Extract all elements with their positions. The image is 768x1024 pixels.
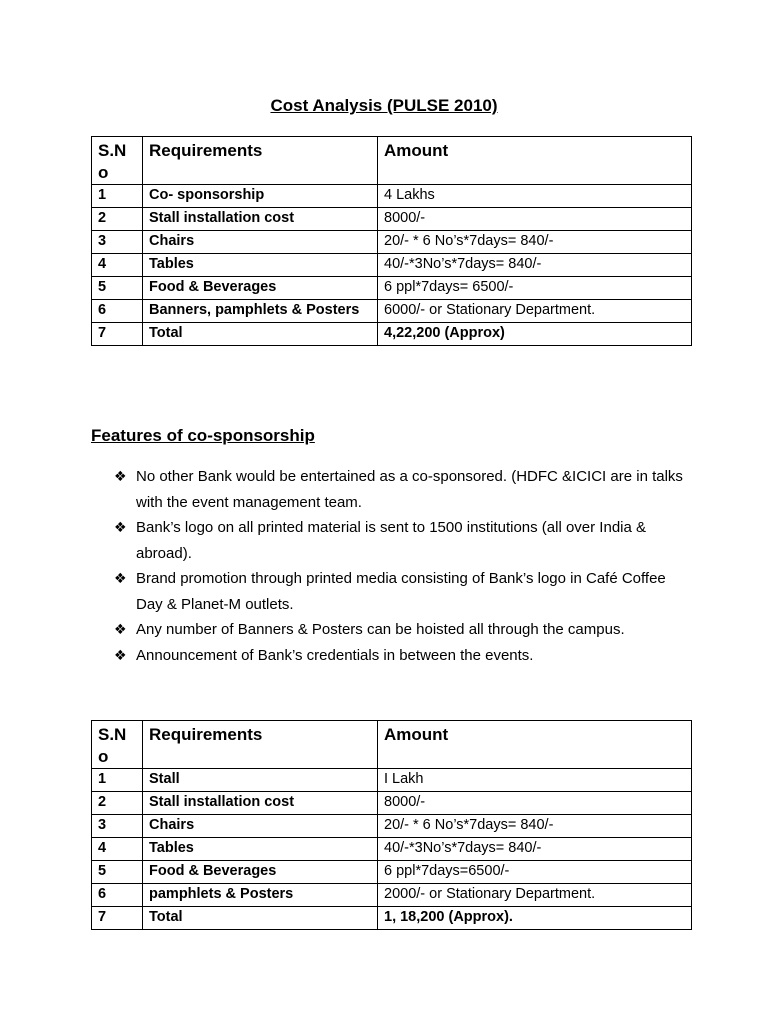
cell-sno: 3 [92, 815, 143, 838]
cell-requirement: Banners, pamphlets & Posters [143, 300, 378, 323]
cell-sno: 5 [92, 861, 143, 884]
list-item [114, 464, 694, 515]
cell-requirement: Chairs [143, 231, 378, 254]
table-row [92, 861, 692, 884]
cost-table-2 [91, 720, 692, 930]
header-amount: Amount [378, 721, 692, 769]
table-row [92, 277, 692, 300]
diamond-bullet-icon: ❖ [114, 646, 127, 663]
cell-requirement: Co- sponsorship [143, 185, 378, 208]
list-item [114, 566, 694, 617]
diamond-bullet-icon: ❖ [114, 468, 127, 484]
cell-amount-total: 4,22,200 (Approx) [378, 323, 692, 346]
cell-amount: 40/-*3No’s*7days= 840/- [378, 838, 692, 861]
header-sno: S.N o [92, 137, 143, 185]
header-requirements: Requirements [143, 137, 378, 185]
cell-sno: 5 [92, 277, 143, 300]
table-row [92, 254, 692, 277]
table-row-total [92, 907, 692, 930]
page-title: Cost Analysis (PULSE 2010) [270, 96, 498, 115]
cell-amount: 2000/- or Stationary Department. [378, 884, 692, 907]
cell-amount: 6000/- or Stationary Department. [378, 300, 692, 323]
cell-sno: 7 [92, 323, 143, 346]
features-heading: Features of co-sponsorship [91, 426, 315, 445]
cell-requirement: Food & Beverages [143, 277, 378, 300]
features-list [114, 464, 694, 668]
cell-amount: 6 ppl*7days= 6500/- [378, 277, 692, 300]
list-item [114, 617, 694, 643]
cell-amount: 40/-*3No’s*7days= 840/- [378, 254, 692, 277]
cell-requirement: Tables [143, 838, 378, 861]
cell-amount: I Lakh [378, 769, 692, 792]
table-row [92, 792, 692, 815]
diamond-bullet-icon: ❖ [114, 519, 127, 535]
table-row [92, 884, 692, 907]
cell-amount: 8000/- [378, 792, 692, 815]
diamond-bullet-icon: ❖ [114, 570, 127, 586]
feature-text: Bank’s logo on all printed material is sent to 1500 institutions (all over India & abroad). [136, 519, 647, 562]
list-item [114, 643, 694, 669]
cell-requirement: Total [143, 907, 378, 930]
cell-amount-total: 1, 18,200 (Approx). [378, 907, 692, 930]
cell-sno: 2 [92, 792, 143, 815]
cost-table-1 [91, 136, 692, 346]
cell-sno: 4 [92, 254, 143, 277]
cell-amount: 4 Lakhs [378, 185, 692, 208]
feature-text: Announcement of Bank’s credentials in between the events. [136, 646, 534, 664]
cell-requirement: Total [143, 323, 378, 346]
cell-requirement: Chairs [143, 815, 378, 838]
header-requirements: Requirements [143, 721, 378, 769]
cell-sno: 1 [92, 769, 143, 792]
header-amount: Amount [378, 137, 692, 185]
cell-sno: 6 [92, 884, 143, 907]
feature-text: Any number of Banners & Posters can be hoisted all through the campus. [136, 621, 625, 638]
table-row [92, 838, 692, 861]
table-row [92, 300, 692, 323]
cell-sno: 1 [92, 185, 143, 208]
cell-requirement: pamphlets & Posters [143, 884, 378, 907]
table-row [92, 185, 692, 208]
cell-sno: 2 [92, 208, 143, 231]
cell-amount: 8000/- [378, 208, 692, 231]
feature-text: No other Bank would be entertained as a co-sponsored. (HDFC &ICICI are in talks with the event management team. [136, 468, 683, 511]
cell-amount: 20/- * 6 No’s*7days= 840/- [378, 231, 692, 254]
table-row [92, 208, 692, 231]
cell-requirement: Stall installation cost [143, 208, 378, 231]
cell-sno: 6 [92, 300, 143, 323]
table-header-row [92, 137, 692, 185]
cell-requirement: Tables [143, 254, 378, 277]
cell-requirement: Stall [143, 769, 378, 792]
table-row [92, 815, 692, 838]
list-item [114, 515, 694, 566]
cell-sno: 3 [92, 231, 143, 254]
cell-requirement: Stall installation cost [143, 792, 378, 815]
table-row [92, 231, 692, 254]
table-row [92, 769, 692, 792]
cell-sno: 4 [92, 838, 143, 861]
diamond-bullet-icon: ❖ [114, 621, 127, 637]
cell-sno: 7 [92, 907, 143, 930]
header-sno: S.N o [92, 721, 143, 769]
table-row-total [92, 323, 692, 346]
cell-amount: 6 ppl*7days=6500/- [378, 861, 692, 884]
feature-text: Brand promotion through printed media consisting of Bank’s logo in Café Coffee Day & Planet-M outlets. [136, 570, 666, 613]
table-header-row [92, 721, 692, 769]
cell-amount: 20/- * 6 No’s*7days= 840/- [378, 815, 692, 838]
cell-requirement: Food & Beverages [143, 861, 378, 884]
